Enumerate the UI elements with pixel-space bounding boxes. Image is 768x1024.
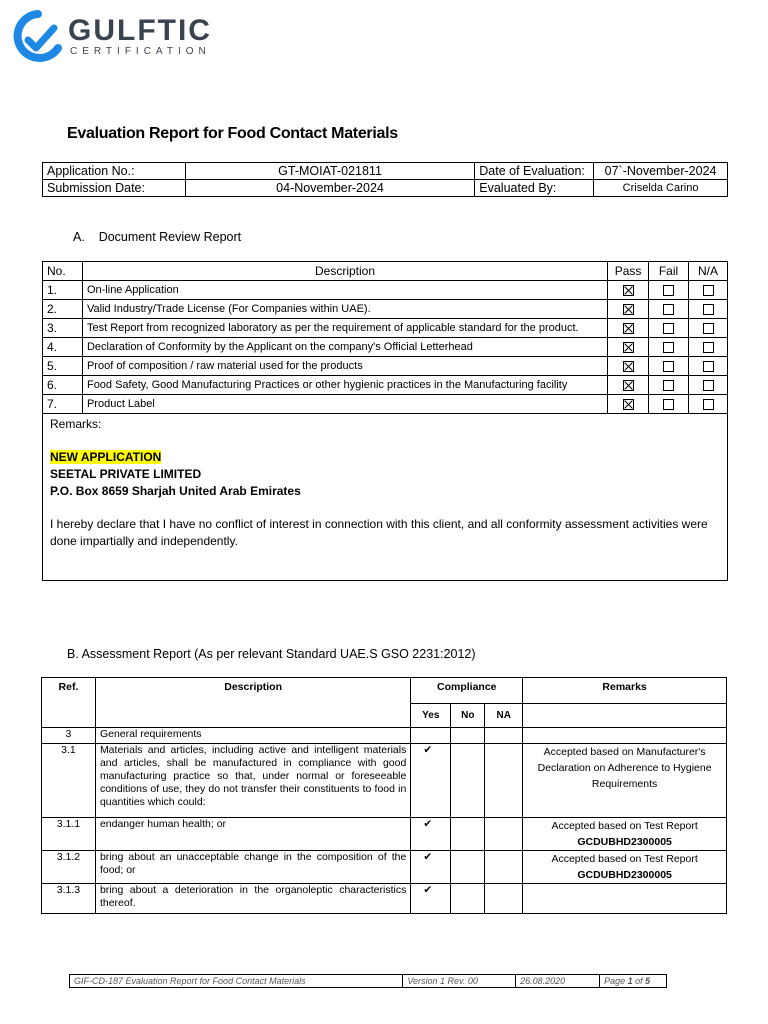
- col-na: N/A: [689, 262, 728, 281]
- na-checkbox[interactable]: [703, 323, 714, 334]
- row-number: 1.: [43, 281, 83, 300]
- footer-version: Version 1 Rev. 00: [403, 975, 516, 988]
- table-row: [42, 884, 727, 914]
- na-checkbox[interactable]: [703, 361, 714, 372]
- row-description: On-line Application: [82, 281, 607, 300]
- eval-date-value: 07`-November-2024: [594, 163, 728, 180]
- row-description: endanger human health; or: [95, 818, 410, 851]
- footer-table: [69, 974, 667, 988]
- row-ref: 3.1.2: [42, 851, 96, 884]
- row-description: bring about a deterioration in the organoleptic characteristics thereof.: [95, 884, 410, 914]
- gulftic-logo-icon: [12, 10, 64, 66]
- table-row: [42, 744, 727, 818]
- yes-checkmark-icon: ✔: [411, 818, 451, 851]
- row-description: Food Safety, Good Manufacturing Practices or other hygienic practices in the Manufacturing facility: [82, 376, 607, 395]
- footer-date: 26.08.2020: [516, 975, 600, 988]
- row-description: Declaration of Conformity by the Applicant on the company's Official Letterhead: [82, 338, 607, 357]
- info-table: [42, 162, 728, 197]
- row-number: 7.: [43, 395, 83, 414]
- new-application-highlight: NEW APPLICATION: [50, 450, 162, 464]
- logo-subtitle: CERTIFICATION: [70, 46, 211, 57]
- remark-text: Accepted based on Test Report: [551, 853, 698, 865]
- row-remark: [523, 851, 727, 884]
- report-number: GCDUBHD2300005: [577, 836, 672, 848]
- col-description: Description: [95, 678, 410, 728]
- row-description: Test Report from recognized laboratory as per the requirement of applicable standard for the product.: [82, 319, 607, 338]
- row-ref: 3.1: [42, 744, 96, 818]
- na-checkbox[interactable]: [703, 304, 714, 315]
- col-pass: Pass: [608, 262, 649, 281]
- row-number: 2.: [43, 300, 83, 319]
- row-number: 6.: [43, 376, 83, 395]
- remark-text: Accepted based on Test Report: [551, 820, 698, 832]
- table-row: [42, 818, 727, 851]
- yes-checkmark-icon: ✔: [411, 851, 451, 884]
- row-ref: 3.1.3: [42, 884, 96, 914]
- row-ref: 3: [42, 728, 96, 744]
- col-fail: Fail: [649, 262, 689, 281]
- report-number: GCDUBHD2300005: [577, 869, 672, 881]
- footer-page: Page 1 of 5: [600, 975, 667, 988]
- row-description: Materials and articles, including active and intelligent materials and articles, shall be manufactured in compliance with good manufacturing practice so that, under normal or foreseeable conditions of use, they do not transfer their constituents to food in quantities which could:: [95, 744, 410, 818]
- pass-checked-checkbox[interactable]: [623, 361, 634, 372]
- submission-value: 04-November-2024: [185, 180, 474, 197]
- app-no-label: Application No.:: [43, 163, 186, 180]
- col-no: No: [451, 704, 485, 728]
- col-remarks: Remarks: [523, 678, 727, 704]
- col-na: NA: [485, 704, 523, 728]
- page-title: Evaluation Report for Food Contact Materials: [67, 125, 398, 142]
- yes-checkmark-icon: ✔: [411, 884, 451, 914]
- col-compliance: Compliance: [411, 678, 523, 704]
- evaluated-by-label: Evaluated By:: [475, 180, 594, 197]
- row-description: Proof of composition / raw material used for the products: [82, 357, 607, 376]
- table-row: [43, 319, 728, 338]
- table-row: [43, 300, 728, 319]
- col-no: No.: [43, 262, 83, 281]
- row-number: 3.: [43, 319, 83, 338]
- section-a-heading: A. Document Review Report: [73, 230, 242, 244]
- col-ref: Ref.: [42, 678, 96, 728]
- table-row: [43, 376, 728, 395]
- section-b-heading: B. Assessment Report (As per relevant Standard UAE.S GSO 2231:2012): [67, 647, 476, 661]
- table-row: [43, 338, 728, 357]
- document-review-table: [42, 261, 728, 414]
- pass-checked-checkbox[interactable]: [623, 380, 634, 391]
- fail-checkbox[interactable]: [663, 399, 674, 410]
- row-number: 4.: [43, 338, 83, 357]
- row-description: Product Label: [82, 395, 607, 414]
- pass-checked-checkbox[interactable]: [623, 399, 634, 410]
- na-checkbox[interactable]: [703, 342, 714, 353]
- fail-checkbox[interactable]: [663, 323, 674, 334]
- table-row: [43, 281, 728, 300]
- remarks-label: Remarks:: [50, 417, 102, 431]
- row-description: Valid Industry/Trade License (For Companies within UAE).: [82, 300, 607, 319]
- na-checkbox[interactable]: [703, 380, 714, 391]
- fail-checkbox[interactable]: [663, 342, 674, 353]
- pass-checked-checkbox[interactable]: [623, 323, 634, 334]
- logo-wordmark: GULFTIC: [68, 14, 212, 47]
- row-remark: [523, 818, 727, 851]
- company-address: P.O. Box 8659 Sharjah United Arab Emirates: [50, 484, 301, 498]
- col-yes: Yes: [411, 704, 451, 728]
- pass-checked-checkbox[interactable]: [623, 342, 634, 353]
- table-row: [42, 728, 727, 744]
- row-remark: Accepted based on Manufacturer's Declaration on Adherence to Hygiene Requirements: [523, 744, 727, 818]
- row-number: 5.: [43, 357, 83, 376]
- table-row: [43, 357, 728, 376]
- app-no-value: GT-MOIAT-021811: [185, 163, 474, 180]
- table-row: [42, 851, 727, 884]
- table-row: [43, 395, 728, 414]
- fail-checkbox[interactable]: [663, 380, 674, 391]
- fail-checkbox[interactable]: [663, 304, 674, 315]
- row-description: General requirements: [95, 728, 410, 744]
- na-checkbox[interactable]: [703, 285, 714, 296]
- assessment-table: [41, 677, 727, 914]
- pass-checked-checkbox[interactable]: [623, 285, 634, 296]
- eval-date-label: Date of Evaluation:: [475, 163, 594, 180]
- fail-checkbox[interactable]: [663, 361, 674, 372]
- row-description: bring about an unacceptable change in the composition of the food; or: [95, 851, 410, 884]
- evaluated-by-value: Criselda Carino: [594, 180, 728, 197]
- row-ref: 3.1.1: [42, 818, 96, 851]
- col-description: Description: [82, 262, 607, 281]
- fail-checkbox[interactable]: [663, 285, 674, 296]
- pass-checked-checkbox[interactable]: [623, 304, 634, 315]
- declaration-text: I hereby declare that I have no conflict of interest in connection with this client, and all conformity assessment activities were done impartially and independently.: [50, 517, 708, 548]
- submission-label: Submission Date:: [43, 180, 186, 197]
- company-name: SEETAL PRIVATE LIMITED: [50, 467, 202, 481]
- na-checkbox[interactable]: [703, 399, 714, 410]
- footer-doc-name: GIF-CD-187 Evaluation Report for Food Contact Materials: [70, 975, 403, 988]
- yes-checkmark-icon: ✔: [411, 744, 451, 818]
